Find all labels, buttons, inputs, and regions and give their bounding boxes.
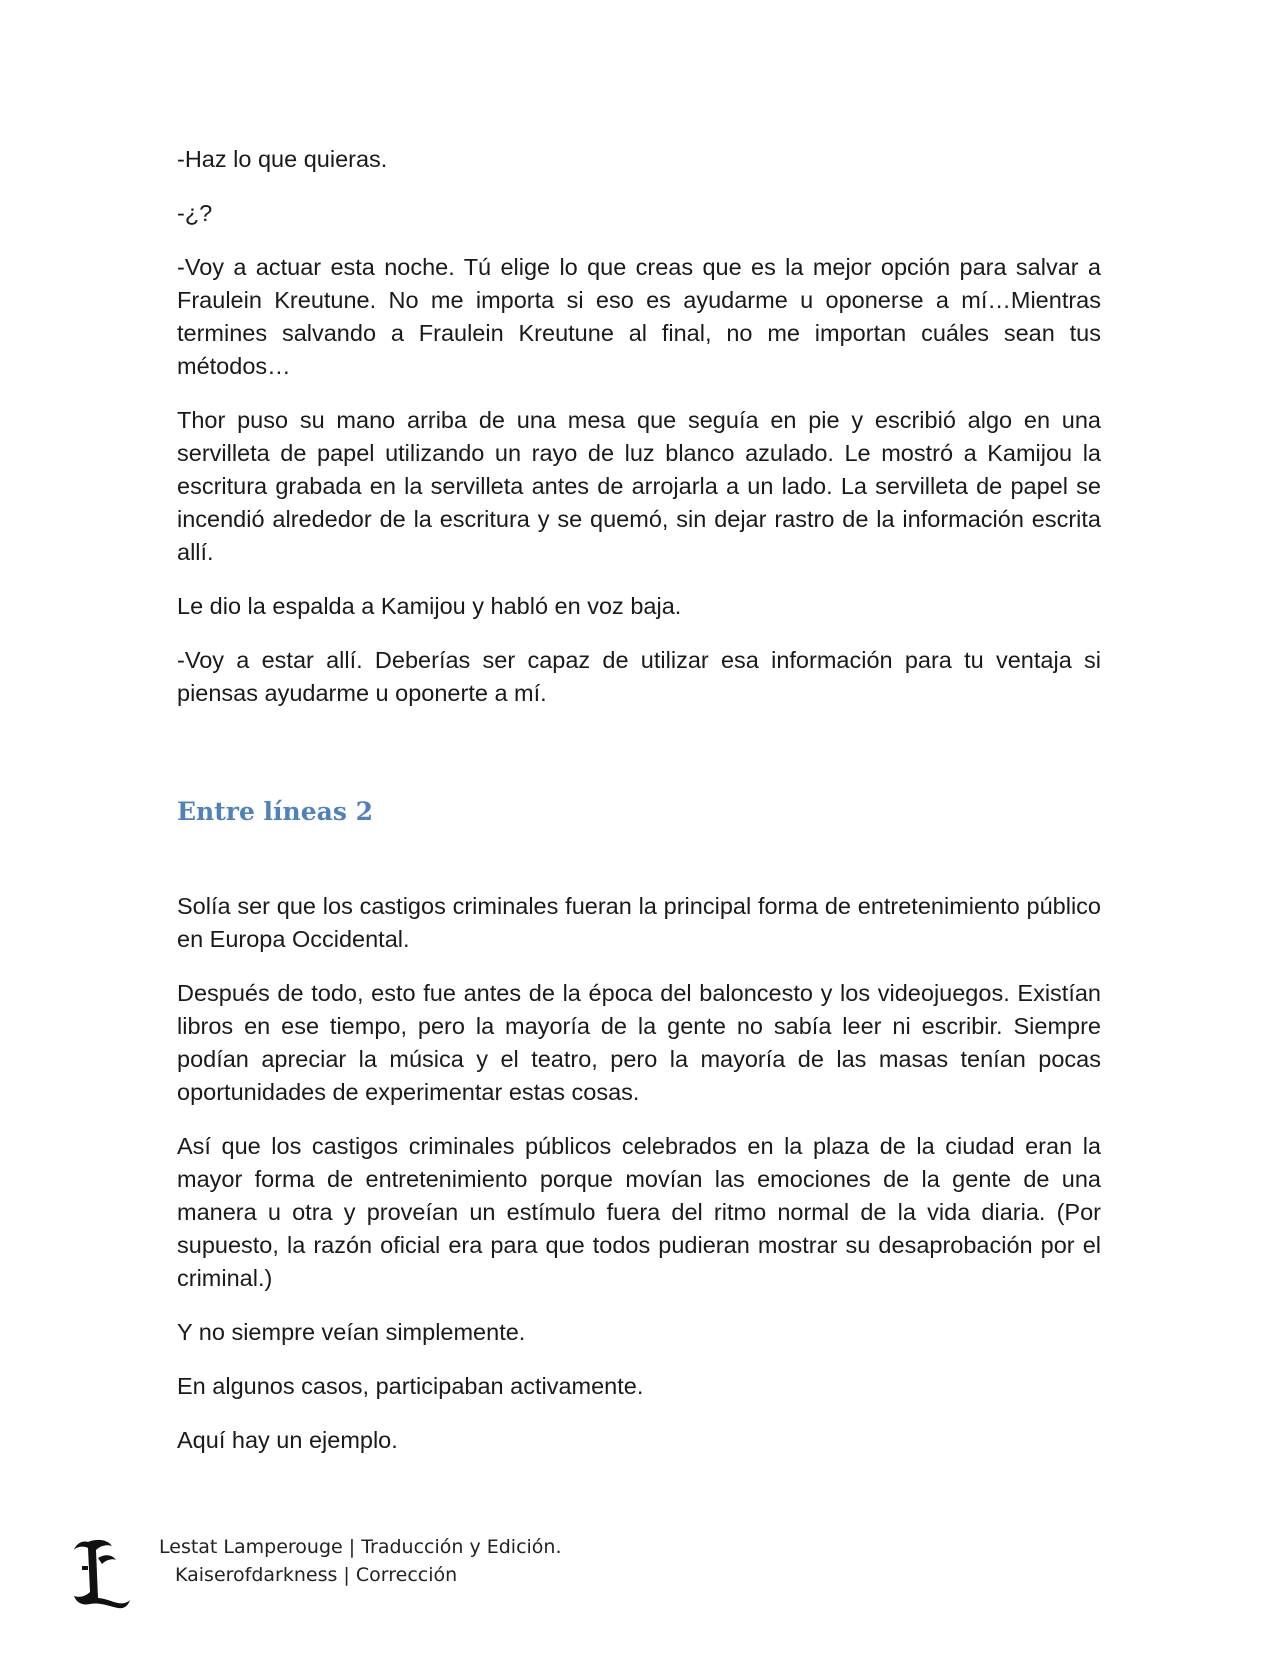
- paragraph: -Haz lo que quieras.: [177, 146, 388, 172]
- paragraph: -Voy a estar allí. Deberías ser capaz de utilizar esa información para tu ventaja si piensas ayudarme u oponerte a mí.: [177, 647, 1101, 706]
- paragraph: Así que los castigos criminales públicos celebrados en la plaza de la ciudad eran la mayor forma de entretenimiento porque movían las emociones de la gente de una manera u otra y proveían un estímulo fuera del ritmo normal de la vida diaria. (Por supuesto, la razón oficial era para que todos pudieran mostrar su desaprobación por el criminal.): [177, 1133, 1101, 1291]
- paragraph: Le dio la espalda a Kamijou y habló en voz baja.: [177, 593, 682, 619]
- paragraph: -Voy a actuar esta noche. Tú elige lo que creas que es la mejor opción para salvar a Fraulein Kreutune. No me importa si eso es ayudarme u oponerse a mí…Mientras termines salvando a Fraulein Kreutune al final, no me importan cuáles sean tus métodos…: [177, 254, 1101, 379]
- document-body: [177, 143, 1101, 1478]
- paragraph: -¿?: [177, 200, 213, 226]
- paragraph: Thor puso su mano arriba de una mesa que seguía en pie y escribió algo en una servilleta de papel utilizando un rayo de luz blanco azulado. Le mostró a Kamijou la escritura grabada en la servilleta antes de arrojarla a un lado. La servilleta de papel se incendió alrededor de la escritura y se quemó, sin dejar rastro de la información escrita allí.: [177, 407, 1101, 565]
- gothic-letter-l-logo-icon: [68, 1536, 132, 1612]
- paragraph: Solía ser que los castigos criminales fueran la principal forma de entretenimiento público en Europa Occidental.: [177, 893, 1101, 952]
- page-footer: [64, 1536, 764, 1616]
- section-heading: Entre líneas 2: [177, 797, 374, 826]
- footer-credit-correction: Kaiserofdarkness | Corrección: [175, 1564, 458, 1586]
- paragraph: Y no siempre veían simplemente.: [177, 1319, 526, 1345]
- paragraph: En algunos casos, participaban activamente.: [177, 1373, 644, 1399]
- paragraph: Aquí hay un ejemplo.: [177, 1427, 398, 1453]
- paragraph: Después de todo, esto fue antes de la época del baloncesto y los videojuegos. Existían libros en ese tiempo, pero la mayoría de la gente no sabía leer ni escribir. Siempre podían apreciar la música y el teatro, pero la mayoría de las masas tenían pocas oportunidades de experimentar estas cosas.: [177, 980, 1101, 1105]
- footer-credit-translation: Lestat Lamperouge | Traducción y Edición.: [159, 1536, 562, 1558]
